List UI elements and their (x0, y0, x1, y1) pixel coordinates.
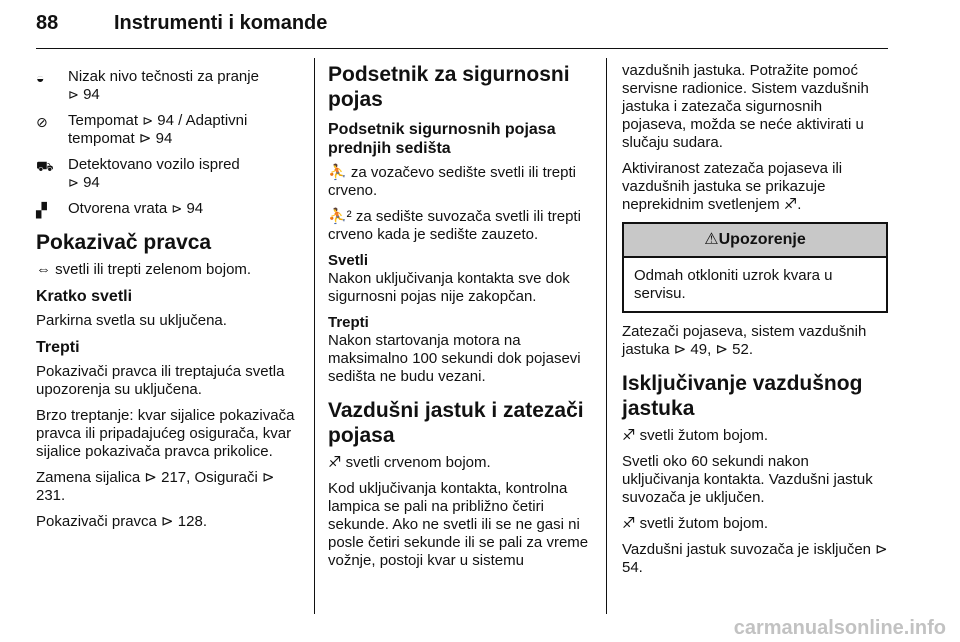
warning-title: Upozorenje (718, 231, 806, 248)
list-item: ▞ Otvorena vrata ⊳ 94 (36, 200, 204, 218)
airbag-icon: ♐ (328, 454, 342, 471)
airbag-off-detail[interactable]: Vazdušni jastuk suvozača je isključen ⊳ 54. (622, 541, 888, 576)
fast-flash-text: Brzo treptanje: kvar sijalice pokazivača pravca ili pripadajućeg osigurača, kvar sijalice pokazivača pravca prikolice. (36, 407, 295, 460)
page-ref[interactable]: 94 (83, 86, 100, 103)
list-item: ◒ Nizak nivo tečnosti za pranje ⊳ 94 (36, 68, 259, 103)
heading-front-seat-belts: Podsetnik sigurnosnih pojasa prednjih sedišta (328, 121, 556, 157)
label-lit: Svetli (328, 252, 369, 269)
heading-seat-belt-reminder: Podsetnik za sigurnosni pojas (328, 63, 570, 111)
heading-flashing: Trepti (36, 339, 80, 356)
turn-signal-ref-text[interactable]: Pokazivači pravca ⊳ 128. (36, 513, 207, 530)
passenger-seatbelt-icon: ⛹² (328, 208, 352, 225)
page-ref[interactable]: 94 / Adaptivni tempomat ⊳ 94 (68, 112, 248, 147)
flashing-text: Pokazivači pravca ili treptajuća svetla upozorenja su uključena. (36, 363, 285, 398)
airbag-on-detail: Svetli oko 60 sekundi nakon uključivanja kontakta. Vazdušni jastuk suvozača je uključen. (622, 453, 873, 506)
washer-fluid-icon: ◒ (36, 70, 45, 86)
pretensioner-ref-text[interactable]: Zatezači pojaseva, sistem vazdušnih jastuka ⊳ 49, ⊳ 52. (622, 323, 867, 358)
page-number: 88 (36, 12, 59, 34)
list-item: ⊘ Tempomat ⊳ 94 / Adaptivni tempomat ⊳ 94 (36, 112, 248, 147)
airbag-on-text: ♐ svetli žutom bojom. (622, 427, 768, 444)
turn-signal-icon: ⇔ (36, 261, 51, 278)
activation-text: Aktiviranost zatezača pojaseva ili vazdušnih jastuka se prikazuje neprekidnim svetlenjem ♐. (622, 160, 843, 213)
page-ref[interactable]: 94 (83, 174, 100, 191)
airbag-text: ♐ svetli crvenom bojom. (328, 454, 491, 471)
airbag-off-text: ♐ svetli žutom bojom. (622, 515, 768, 532)
lit-block (328, 252, 596, 306)
heading-airbag-pretensioners: Vazdušni jastuk i zatezači pojasa (328, 399, 584, 447)
airbag-icon: ♐ (783, 196, 798, 213)
watermark: carmanualsonline.info (733, 617, 946, 639)
page-ref-icon: ⊳ (68, 87, 79, 102)
section-title: Instrumenti i komande (114, 12, 328, 34)
flash-block (328, 314, 596, 386)
short-lit-text: Parkirna svetla su uključena. (36, 312, 227, 329)
header-rule (36, 48, 888, 49)
bulb-fuse-ref-text[interactable]: Zamena sijalica ⊳ 217, Osigurači ⊳ 231. (36, 469, 275, 504)
heading-turn-signal: Pokazivač pravca (36, 231, 212, 254)
column-1 (36, 68, 302, 539)
warning-triangle-icon: ⚠ (704, 231, 719, 248)
driver-belt-text: ⛹ za vozačevo sedište svetli ili trepti crveno. (328, 164, 576, 199)
lit-text: Nakon uključivanja kontakta sve dok sigurnosni pojas nije zakopčan. (328, 270, 570, 305)
passenger-belt-text: ⛹² za sedište suvozača svetli ili trepti crveno kada je sedište zauzeto. (328, 208, 581, 243)
turn-signal-text: ⇔ svetli ili trepti zelenom bojom. (36, 261, 252, 278)
heading-short-lit: Kratko svetli (36, 288, 133, 305)
indicator-list (36, 68, 302, 218)
driver-seatbelt-icon: ⛹ (328, 164, 347, 181)
page-header (36, 10, 888, 46)
column-3 (622, 62, 888, 585)
warning-text: Odmah otkloniti uzrok kvara u servisu. (634, 267, 833, 302)
column-2 (328, 62, 596, 578)
page-ref-icon: ⊳ (142, 113, 154, 128)
page-ref-icon: ⊳ (171, 201, 183, 216)
page-ref[interactable]: 94 (186, 200, 204, 217)
cruise-control-icon: ⊘ (36, 114, 48, 130)
page-ref-icon: ⊳ (68, 175, 79, 190)
airbag-off-icon: ♐ (622, 515, 636, 532)
warning-header (624, 224, 886, 258)
column-divider-1 (314, 58, 315, 614)
door-open-icon: ▞ (36, 202, 47, 218)
vehicle-ahead-icon: ⛟ (36, 158, 54, 174)
airbag-on-icon: ♐ (622, 427, 636, 444)
list-item: ⛟ Detektovano vozilo ispred ⊳ 94 (36, 156, 240, 191)
airbag-detail-text: Kod uključivanja kontakta, kontrolna lampica se pali na približno četiri sekunde. Ako ne svetli ili se ne gasi ni posle četiri sekunde ili se pali za vreme vožnje, postoji kvar u sistemu (328, 480, 589, 569)
warning-box (622, 222, 888, 313)
label-flashing: Trepti (328, 314, 369, 331)
column-divider-2 (606, 58, 607, 614)
airbag-continued-text: vazdušnih jastuka. Potražite pomoć servisne radionice. Sistem vazdušnih jastuka i zatezača sigurnosnih pojaseva, možda se neće aktivirati u slučaju sudara. (622, 62, 869, 151)
heading-airbag-deactivation: Isključivanje vazdušnog jastuka (622, 372, 863, 420)
flash-text: Nakon startovanja motora na maksimalno 100 sekundi dok pojasevi sedišta ne budu vezani. (328, 332, 581, 385)
